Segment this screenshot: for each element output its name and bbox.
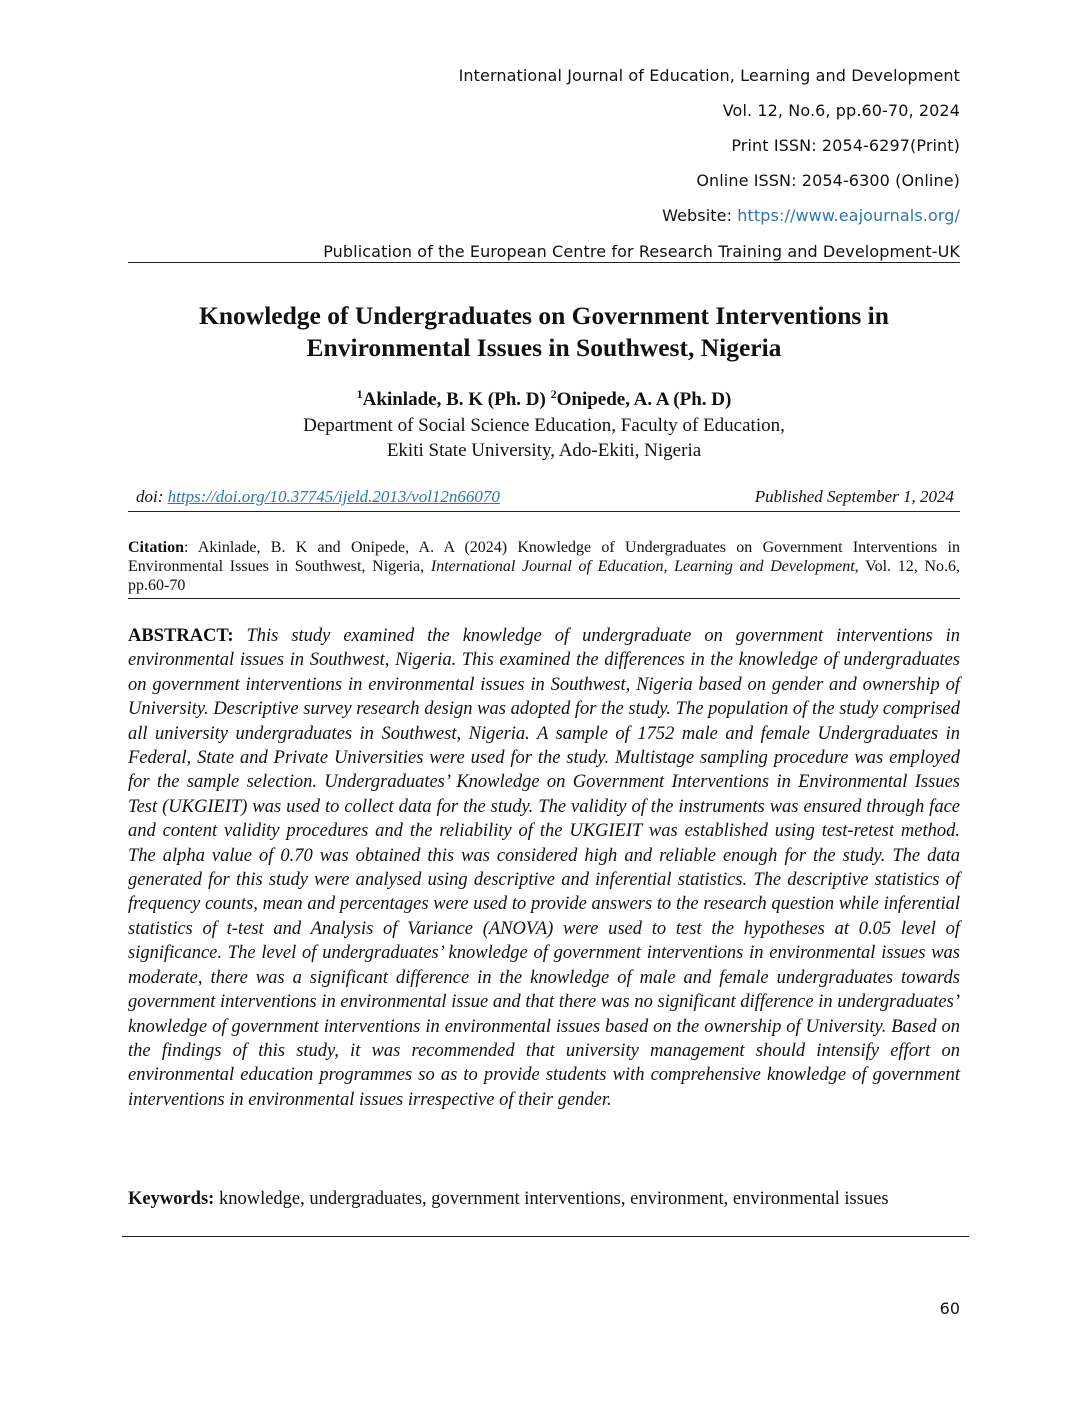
author-2-name: Onipede, A. A (Ph. D) [556,389,732,410]
website-label: Website: [662,206,738,225]
citation-label: Citation [128,539,184,556]
citation-journal: International Journal of Education, Learning and Development [430,558,855,575]
doi-label: doi: [136,487,168,506]
published-date: Published September 1, 2024 [754,487,954,506]
keywords-divider [122,1236,969,1237]
title-line-1: Knowledge of Undergraduates on Government Interventions in [199,301,889,330]
citation-divider [128,598,960,599]
title-line-2: Environmental Issues in Southwest, Nigeria [306,333,782,362]
citation-text-a: : Akinlade, B. K and Onipede, A. A (2024) Knowledge of Undergraduates on Government Interventions in Environmental Issues in Southwest, Nigeria, [128,539,960,575]
citation-text-b: , Vol. 12, No.6, pp.60-70 [128,558,961,594]
doi-divider [128,511,960,512]
website-line [662,206,960,225]
affiliation-line-1: Department of Social Science Education, Faculty of Education, [303,415,785,436]
author-1-number: 1 [356,387,363,401]
affiliation-line-2: Ekiti State University, Ado-Ekiti, Nigeria [386,440,702,461]
keywords-text: knowledge, undergraduates, government interventions, environment, environmental issues [218,1189,889,1209]
author-1-name: Akinlade, B. K (Ph. D) [362,389,551,410]
header-divider [128,262,960,263]
abstract-label: ABSTRACT: [128,626,234,646]
volume-info: Vol. 12, No.6, pp.60-70, 2024 [722,101,960,120]
citation-block [128,538,960,595]
abstract-block [128,624,960,1112]
page-number: 60 [939,1299,960,1318]
doi-row [136,487,954,507]
authors-line [128,388,960,412]
journal-name: International Journal of Education, Learning and Development [458,66,960,85]
print-issn: Print ISSN: 2054-6297(Print) [731,136,960,155]
author-2-number: 2 [550,387,557,401]
doi-link[interactable]: https://doi.org/10.37745/ijeld.2013/vol12n66070 [167,487,500,506]
keywords-label: Keywords: [128,1189,215,1209]
online-issn: Online ISSN: 2054-6300 (Online) [696,171,960,190]
paper-title [128,300,960,364]
abstract-text: This study examined the knowledge of undergraduate on government interventions in environmental issues in Southwest, Nigeria. This examined the differences in the knowledge of undergraduates on government interventions in environmental issues in Southwest, Nigeria based on gender and ownership of University. Descriptive survey research design was adopted for the study. The population of the study comprised all university undergraduates in Southwest, Nigeria. A sample of 1752 male and female Undergraduates in Federal, State and Private Universities were used for the study. Multistage sampling procedure was employed for the sample selection. Undergraduates’ Knowledge on Government Interventions in Environmental Issues Test (UKGIEIT) was used to collect data for the study. The validity of the instruments was ensured through face and content validity procedures and the reliability of the UKGIEIT was established using test-retest method. The alpha value of 0.70 was obtained this was considered high and reliable enough for the study. The data generated for this study were analysed using descriptive and inferential statistics. The descriptive statistics of frequency counts, mean and percentages were used to provide answers to the research question while inferential statistics of t-test and Analysis of Variance (ANOVA) were used to test the hypotheses at 0.05 level of significance. The level of undergraduates’ knowledge of government interventions in environmental issues was moderate, there was a significant difference in the knowledge of male and female undergraduates towards government interventions in environmental issue and that there was no significant difference in undergraduates’ knowledge of government interventions in environmental issues based on the ownership of University. Based on the findings of this study, it was recommended that university management should intensify effort on environmental education programmes so as to provide students with comprehensive knowledge of government interventions in environmental issues irrespective of their gender. [128,626,960,1110]
keywords-block [128,1187,960,1211]
website-link[interactable]: https://www.eajournals.org/ [737,206,960,225]
publisher-line: Publication of the European Centre for Research Training and Development-UK [323,242,960,261]
